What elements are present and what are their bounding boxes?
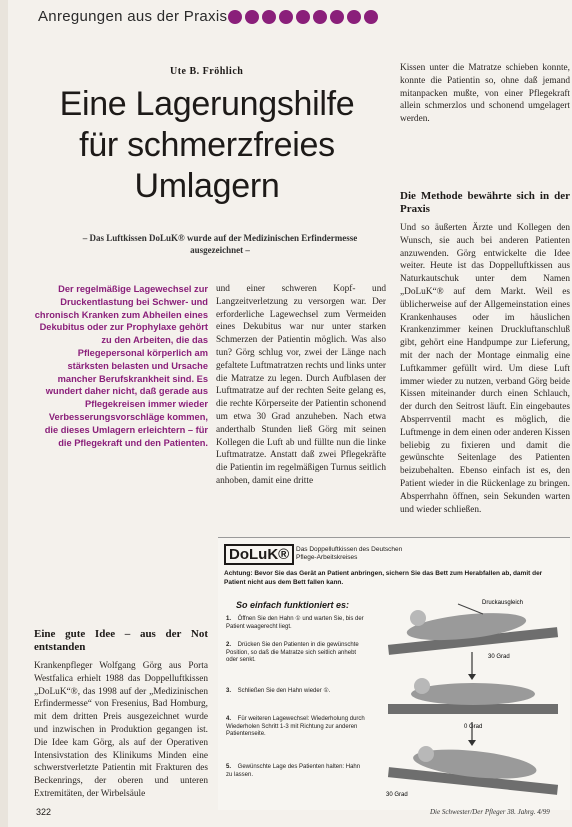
method-heading: Die Methode bewährte sich in der Praxis [400,190,570,215]
body-column-middle: und einer schweren Kopf- und Langzeitverletzung zu versorgen war. Der erforderliche Lagewechsel zum Vermeiden eines Dekubitus war nur unter starken Schmerzen der Patientin möglich. Was also tun? Görg schlug vor, zwei der Länge nach gefaltete Luftmatratzen rechts und links unter die Matratze zu legen. Durch Aufblasen der Luftmatratze auf der rechten Seite gelang es, die rechte Körperseite der Patientin schonend um etwa 30 Grad anzuheben. Nach etwa anderthalb Stunden ließ Görg mit seinen Kollegen die Luft ab und füllte nun die linke Luftmatratze. Anstatt daß zwei Pflegekräfte die Patientin im regelmäßigen Turnus seitlich anhoben, damit eine dritte [216,284,386,486]
title-line-1: Eine Lagerungshilfe [59,85,355,123]
header-dot [313,10,327,24]
label-30-degree: 30 Grad [386,792,408,798]
header-dots [228,10,378,24]
header-dot [262,10,276,24]
doluk-logo: DoLuK® [224,544,294,565]
header-dot [347,10,361,24]
page-edge [0,0,8,827]
method-text: Und so äußerten Ärzte und Kollegen den Wunsch, sie auch bei anderen Patienten anzuwenden. Görg entwickelte die Idee weiter. Heute ist das Doppelluftkissen aus Naturkautschuk unter dem Namen „DoLuK“® auf dem Markt. Weil es üblicherweise auf der Allgemeinstation eines Krankenhauses oder im häuslichen Krankenzimmer keinen Druckluftanschluß gibt, gehört eine Handpumpe zur Lieferung, mit der nach der Montage einmalig eine Luftkammer gefüllt wird. Um diese Luft immer wieder zu nutzen, verband Görg beide Kissen miteinander durch einen Schlauch, der durch den Seitrost läuft. Ein eingebautes Absperrventil macht es möglich, die Luftmenge in dem einen oder anderen Kissen beliebig zu fixieren und damit die gewünschte Seitenlage des Patienten beizubehalten. Ebenso einfach ist es, den Patient wieder in die Rückenlage zu bringen. Absperrhahn öffnen, sein Sekunden warten und wieder schließen. [400,223,570,515]
header-dot [228,10,242,24]
step-text: Schließen Sie den Hahn wieder ①. [237,688,331,694]
step-number: 4. [226,716,232,722]
step-item [226,642,366,665]
step-text: Drücken Sie den Patienten in die gewünschte Position, so daß die Matratze sich seitlich anhebt oder senkt. [226,642,359,663]
step-number: 3. [226,688,232,694]
article-title [42,84,372,207]
bed-illustration [378,596,566,806]
step-number: 5. [226,764,232,770]
header-dot [364,10,378,24]
step-number: 2. [226,642,232,648]
step-item [226,764,366,779]
title-line-3: Umlagern [134,167,280,205]
header-dot [279,10,293,24]
step-item [226,616,366,631]
body-column-right-top: Kissen unter die Matratze schieben konnte, konnte die Patientin so, ohne daß jemand mitanpacken mußte, von einer Pflegekraft allein schmerzlos und schonend umgelagert werden. [400,63,570,125]
page-number: 322 [36,807,52,817]
label-30-degree-top: 30 Grad [488,654,510,660]
arrow-head-2 [468,740,476,746]
idea-text: Krankenpfleger Wolfgang Görg aus Porta Westfalica erhielt 1988 das Doppelluftkissen „DoLuK“®, das 1998 auf der „Medizinischen Erfindermesse“ von Fresenius, Bad Homburg, mit dem dritten Preis ausgezeichnet wurde und inzwischen in Produktion gegangen ist. Die Idee kam Görg, als auf der Operativen Intensivstation des Klinikums Minden eine schwerstverletzte Patientin mit Frakturen des Beckenrings, der oberen und unteren Extremitäten, der Wirbelsäule [34,661,208,799]
header-dot [245,10,259,24]
product-infobox [218,537,570,810]
step-item [226,688,366,696]
body-column-right [400,190,570,516]
logo-tagline: Das Doppelluftkissen des Deutschen Pflege-Arbeitskreises [296,546,403,561]
step-text: Gewünschte Lage des Patienten halten: Hahn zu lassen. [226,764,361,778]
step-number: 1. [226,616,232,622]
step-item [226,716,366,739]
label-flat: 0 Grad [464,724,483,730]
article-teaser: Der regelmäßige Lagewechsel zur Druckentlastung bei Schwer- und chronisch Kranken zum Abheilen eines Dekubitus oder zur Prophylaxe gehört zu den Arbeiten, die das Pflegepersonal körperlich am stärksten belasten und Ursache mancher Berufskrankheit sind. Es wundert daher nicht, daß gerade aus Pflegekreisen immer wieder Verbesserungsvorschläge kommen, die dieses Umlagern erleichtern – für die Pflegekraft und den Patienten. [34,284,208,448]
bed-scene-flat [388,678,558,730]
header-dot [330,10,344,24]
step-text: Für weiteren Lagewechsel: Wiederholung durch Wiederholen Schritt 1-3 mit Richtung zur anderen Patientenseite. [226,716,365,737]
arrow-head-1 [468,674,476,680]
bed-scene-tilted-other [386,745,558,798]
step-text: Öffnen Sie den Hahn ① und warten Sie, bis der Patient waagerecht liegt. [226,616,364,630]
bed-scene-tilted [388,600,558,655]
journal-source: Die Schwester/Der Pfleger 38. Jahrg. 4/99 [430,808,550,816]
label-pressure: Druckausgleich [482,600,524,606]
body-column-left [34,628,208,801]
warning-text: Achtung: Bevor Sie das Gerät an Patient anbringen, sichern Sie das Bett zum Herabfallen ab, damit der Patient nicht aus dem Bett fallen kann. [224,570,543,586]
idea-heading: Eine gute Idee – aus der Not entstanden [34,628,208,653]
article-author: Ute B. Fröhlich [170,66,244,77]
title-line-2: für schmerzfreies [79,126,335,164]
section-header: Anregungen aus der Praxis [38,8,228,25]
article-subtitle: – Das Luftkissen DoLuK® wurde auf der Medizinischen Erfindermesse ausgezeichnet – [82,233,358,255]
header-dot [296,10,310,24]
how-heading: So einfach funktioniert es: [236,600,350,610]
